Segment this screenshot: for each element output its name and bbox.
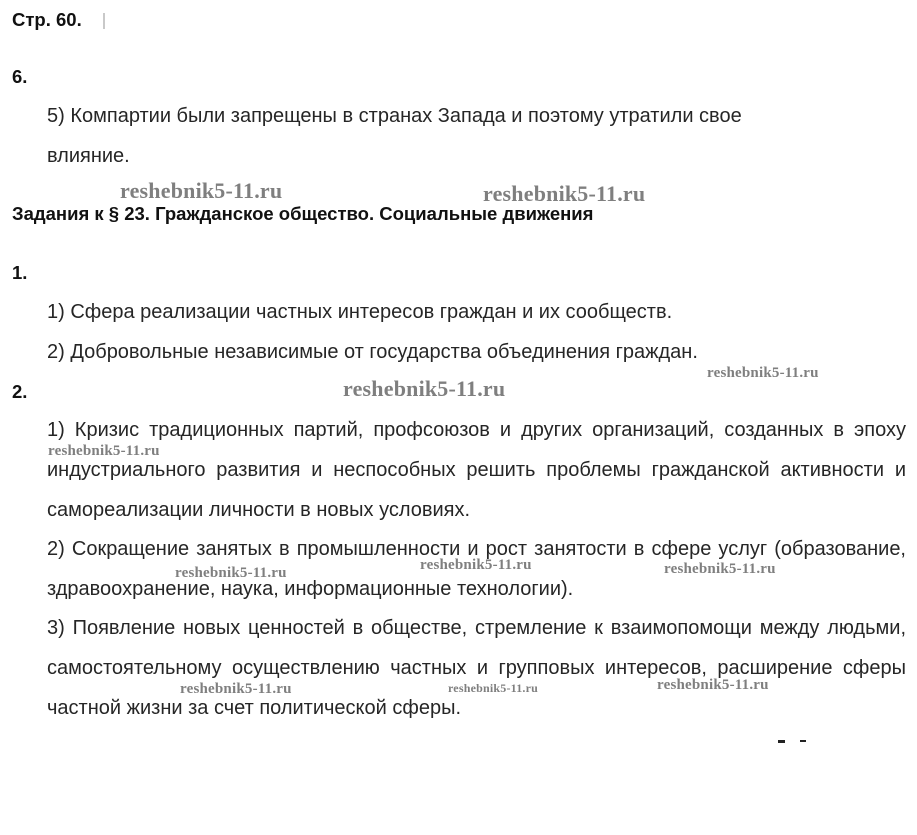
watermark: reshebnik5-11.ru bbox=[175, 565, 287, 581]
task-1-item-2: 2) Добровольные независимые от государства объединения граждан. bbox=[47, 341, 698, 363]
task-2-item-1: 1) Кризис традиционных партий, профсоюзов и других организаций, созданных в эпоху индустриального развития и неспособных решить проблемы гражданской активности и самореализации личности в новых условиях. bbox=[47, 419, 906, 521]
task-2-item-2: 2) Сокращение занятых в промышленности и рост занятости в сфере услуг (образование, здравоохранение, наука, информационные технологии). bbox=[47, 538, 906, 600]
task-6-number: 6. bbox=[12, 66, 28, 87]
page-label: Стр. 60. bbox=[12, 9, 82, 30]
watermark: reshebnik5-11.ru bbox=[657, 677, 769, 693]
watermark: reshebnik5-11.ru bbox=[48, 443, 160, 459]
section-title: Задания к § 23. Гражданское общество. Социальные движения bbox=[12, 203, 594, 224]
watermark: reshebnik5-11.ru bbox=[448, 681, 538, 695]
dash-mark bbox=[778, 740, 785, 743]
watermark: reshebnik5-11.ru bbox=[343, 376, 506, 401]
cut-glyph bbox=[103, 13, 105, 29]
watermark: reshebnik5-11.ru bbox=[180, 681, 292, 697]
watermark: reshebnik5-11.ru bbox=[664, 561, 776, 577]
watermark: reshebnik5-11.ru bbox=[120, 178, 283, 203]
task-6-answer-line-1: 5) Компартии были запрещены в странах Запада и поэтому утратили свое bbox=[47, 105, 742, 127]
dash-mark bbox=[800, 740, 806, 742]
watermark: reshebnik5-11.ru bbox=[707, 365, 819, 381]
task-2-number: 2. bbox=[12, 381, 28, 402]
task-1-item-1: 1) Сфера реализации частных интересов граждан и их сообществ. bbox=[47, 301, 673, 323]
task-2-item-3: 3) Появление новых ценностей в обществе, стремление к взаимопомощи между людьми, самостоятельному осуществлению частных и групповых интересов, расширение сферы частной жизни за счет политической сферы. bbox=[47, 617, 906, 719]
task-1-number: 1. bbox=[12, 262, 28, 283]
task-6-answer-line-2: влияние. bbox=[47, 145, 130, 167]
watermark: reshebnik5-11.ru bbox=[483, 181, 646, 206]
watermark: reshebnik5-11.ru bbox=[420, 557, 532, 573]
